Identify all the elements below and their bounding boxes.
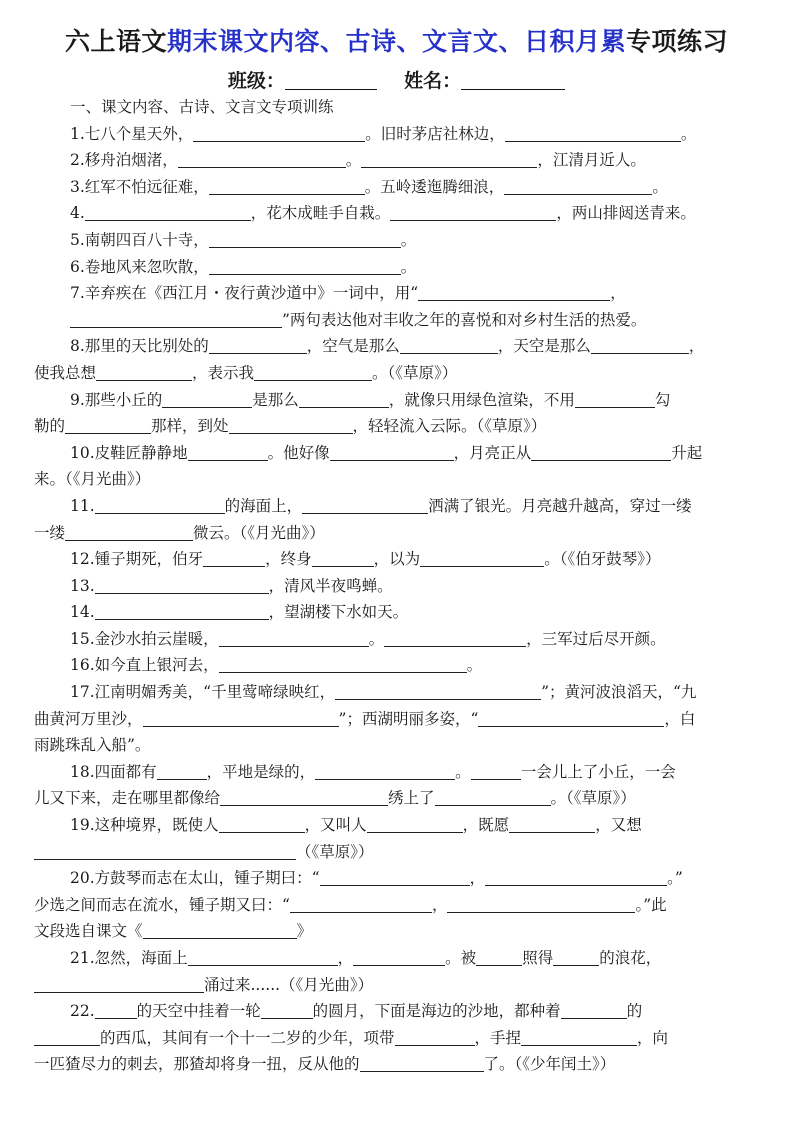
answer-blank[interactable] <box>209 336 307 354</box>
question-14: 14. ，望湖楼下水如天。 <box>70 603 409 622</box>
question-20-line-2: 少选之间而志在流水，锺子期又曰：“ ， 。”此 <box>34 895 667 914</box>
answer-blank[interactable] <box>447 895 635 913</box>
page-title <box>0 22 793 58</box>
answer-blank[interactable] <box>193 124 365 142</box>
section-heading: 一、课文内容、古诗、文言文专项训练 <box>70 98 334 116</box>
question-12: 12.锺子期死，伯牙 ，终身 ，以为 。（《伯牙鼓琴》） <box>70 550 661 569</box>
question-8-line-1: 8.那里的天比别处的 ，空气是那么 ，天空是那么 ， <box>70 337 705 356</box>
answer-blank[interactable] <box>143 921 297 939</box>
question-21-line-2: 涌过来......（《月光曲》） <box>34 972 758 999</box>
student-info-row <box>0 66 793 93</box>
answer-blank[interactable] <box>561 1001 627 1019</box>
answer-blank[interactable] <box>335 682 541 700</box>
question-17-line-2: 曲黄河万里沙， ”；西湖明丽多姿，“ ，白 <box>34 709 696 728</box>
answer-blank[interactable] <box>400 336 498 354</box>
worksheet-body <box>34 94 758 1078</box>
answer-blank[interactable] <box>521 1028 637 1046</box>
name-field[interactable] <box>461 71 565 90</box>
answer-blank[interactable] <box>420 549 544 567</box>
question-6: 6.卷地风来忽吹散， 。 <box>70 257 417 276</box>
answer-blank[interactable] <box>360 1054 484 1072</box>
answer-blank[interactable] <box>203 549 265 567</box>
question-3: 3.红军不怕远征难， 。五岭逶迤腾细浪， 。 <box>70 177 668 196</box>
question-11-line-1: 11. 的海面上， 洒满了银光。月亮越升越高，穿过一缕 <box>70 496 692 515</box>
answer-blank[interactable] <box>34 1028 100 1046</box>
answer-blank[interactable] <box>95 602 269 620</box>
class-field[interactable] <box>285 71 377 90</box>
question-19-line-1: 19.这种境界，既使人 ，又叫人 ，既愿 ，又想 <box>70 816 642 835</box>
answer-blank[interactable] <box>188 948 338 966</box>
class-label: 班级： <box>227 70 285 92</box>
question-15: 15.金沙水拍云崖暖， 。 ，三军过后尽开颜。 <box>70 629 666 648</box>
question-9-line-1: 9.那些小丘的 是那么 ，就像只用绿色渲染，不用 勾 <box>70 390 671 409</box>
answer-blank[interactable] <box>320 868 470 886</box>
question-18-line-2: 儿又下来，走在哪里都像给 绣上了 。（《草原》） <box>34 789 636 808</box>
answer-blank[interactable] <box>65 523 193 541</box>
answer-blank[interactable] <box>531 443 671 461</box>
answer-blank[interactable] <box>353 948 445 966</box>
answer-blank[interactable] <box>219 655 467 673</box>
answer-blank[interactable] <box>209 177 365 195</box>
question-17-line-3: 雨跳珠乱入船”。 <box>34 736 151 755</box>
question-8-line-2: 使我总想 ，表示我 。（《草原》） <box>34 363 458 382</box>
title-prefix: 六上语文 <box>64 27 167 56</box>
answer-blank[interactable] <box>315 762 455 780</box>
name-label: 姓名： <box>404 70 462 92</box>
answer-blank[interactable] <box>95 1001 137 1019</box>
question-10-line-1: 10.皮鞋匠静静地 。他好像 ，月亮正从 升起 <box>70 443 703 462</box>
answer-blank[interactable] <box>418 283 610 301</box>
question-20-line-3: 文段选自课文《 》 <box>34 922 313 941</box>
answer-blank[interactable] <box>261 1001 313 1019</box>
answer-blank[interactable] <box>330 443 454 461</box>
answer-blank[interactable] <box>254 363 372 381</box>
answer-blank[interactable] <box>95 576 269 594</box>
answer-blank[interactable] <box>505 124 681 142</box>
answer-blank[interactable] <box>143 709 339 727</box>
answer-blank[interactable] <box>209 257 401 275</box>
answer-blank[interactable] <box>390 203 556 221</box>
answer-blank[interactable] <box>65 416 151 434</box>
answer-blank[interactable] <box>478 709 664 727</box>
question-18-line-1: 18.四面都有 ，平地是绿的， 。 一会儿上了小丘，一会 <box>70 762 676 781</box>
question-21-line-1: 21.忽然，海面上 ， 。被 照得 的浪花， <box>70 949 662 967</box>
question-9-line-2: 勒的 那样，到处 ，轻轻流入云际。（《草原》） <box>34 417 547 436</box>
answer-blank[interactable] <box>367 815 463 833</box>
question-16: 16.如今直上银河去， 。 <box>70 656 483 675</box>
answer-blank[interactable] <box>157 762 207 780</box>
answer-blank[interactable] <box>96 363 192 381</box>
answer-blank[interactable] <box>290 895 432 913</box>
answer-blank[interactable] <box>219 629 369 647</box>
answer-blank[interactable] <box>476 948 522 966</box>
question-22-line-1: 22. 的天空中挂着一轮 的圆月，下面是海边的沙地，都种着 的 <box>70 1002 643 1021</box>
answer-blank[interactable] <box>229 416 353 434</box>
answer-blank[interactable] <box>188 443 268 461</box>
question-22-line-2: 的西瓜，其间有一个十一二岁的少年，项带 ，手捏 ，向 <box>34 1025 758 1052</box>
answer-blank[interactable] <box>219 815 305 833</box>
answer-blank[interactable] <box>312 549 374 567</box>
answer-blank[interactable] <box>70 310 282 328</box>
answer-blank[interactable] <box>299 390 389 408</box>
answer-blank[interactable] <box>504 177 652 195</box>
question-11-line-2: 一缕 微云。（《月光曲》） <box>34 523 325 542</box>
question-17-line-1: 17.江南明媚秀美，“千里莺啼绿映红， ”；黄河波浪滔天，“九 <box>70 683 697 702</box>
answer-blank[interactable] <box>361 150 537 168</box>
question-5: 5.南朝四百八十寺， 。 <box>70 230 417 249</box>
answer-blank[interactable] <box>162 390 252 408</box>
answer-blank[interactable] <box>471 762 521 780</box>
answer-blank[interactable] <box>575 390 655 408</box>
title-highlight: 期末课文内容、古诗、文言文、日积月累 <box>166 27 626 56</box>
answer-blank[interactable] <box>509 815 595 833</box>
question-1: 1.七八个星天外， 。旧时茅店社林边， 。 <box>70 124 697 143</box>
answer-blank[interactable] <box>95 496 225 514</box>
question-7-line-1: 7.辛弃疾在《西江月・夜行黄沙道中》一词中，用“ ， <box>70 284 626 303</box>
answer-blank[interactable] <box>302 496 428 514</box>
answer-blank[interactable] <box>209 230 401 248</box>
question-19-line-2: （《草原》） <box>34 839 758 866</box>
question-4: 4. ，花木成畦手自栽。 ，两山排闼送青来。 <box>70 204 696 223</box>
answer-blank[interactable] <box>591 336 689 354</box>
question-22-line-3: 一匹猹尽力的刺去，那猹却将身一扭，反从他的 了。（《少年闰土》） <box>34 1055 616 1074</box>
answer-blank[interactable] <box>34 842 296 860</box>
answer-blank[interactable] <box>553 948 599 966</box>
answer-blank[interactable] <box>85 203 251 221</box>
answer-blank[interactable] <box>384 629 526 647</box>
answer-blank[interactable] <box>220 788 388 806</box>
answer-blank[interactable] <box>178 150 346 168</box>
question-7-line-2: ”两句表达他对丰收之年的喜悦和对乡村生活的热爱。 <box>34 307 758 334</box>
question-10-line-2: 来。（《月光曲》） <box>34 470 151 489</box>
answer-blank[interactable] <box>34 975 204 993</box>
question-20-line-1: 20.方鼓琴而志在太山，锺子期曰：“ ， 。” <box>70 869 683 888</box>
answer-blank[interactable] <box>485 868 667 886</box>
question-2: 2.移舟泊烟渚， 。 ，江清月近人。 <box>70 151 646 170</box>
answer-blank[interactable] <box>435 788 551 806</box>
title-suffix: 专项练习 <box>626 27 729 56</box>
question-13: 13. ，清风半夜鸣蝉。 <box>70 576 393 595</box>
answer-blank[interactable] <box>395 1028 475 1046</box>
